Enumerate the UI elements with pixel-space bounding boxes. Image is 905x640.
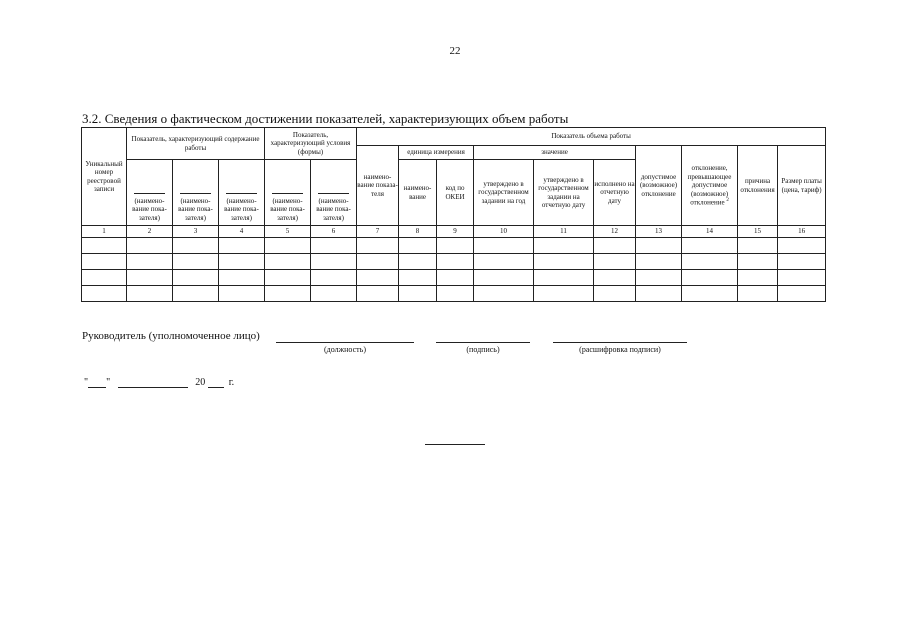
close-quote: " [106, 377, 111, 388]
page-number: 22 [449, 45, 461, 57]
table-cell [594, 238, 636, 254]
table-cell [399, 286, 437, 302]
year-suffix: г. [228, 377, 235, 388]
table-cell [682, 270, 738, 286]
table-cell [219, 270, 265, 286]
header-okei-code: код по ОКЕИ [437, 160, 474, 226]
table-cell [173, 238, 219, 254]
sign-line [436, 342, 530, 343]
table-cell [778, 238, 826, 254]
table-cell [173, 286, 219, 302]
date-line [84, 377, 234, 388]
signature-label: Руководитель (уполномоченное лицо) [82, 330, 260, 342]
table-cell [437, 238, 474, 254]
col-num-14: 14 [682, 226, 738, 238]
table-cell [265, 238, 311, 254]
empty-rows [82, 238, 826, 302]
sub-name-label: (наимено-вание пока-зателя) [224, 196, 259, 222]
underline [180, 193, 212, 194]
sub-name-label: (наимено-вание пока-зателя) [316, 196, 351, 222]
header-approved-date: утверждено в государственном задании на отчетную дату [534, 160, 594, 226]
table-cell [738, 254, 778, 270]
table-cell [82, 270, 127, 286]
table-cell [357, 254, 399, 270]
table-cell [311, 286, 357, 302]
table-cell [474, 238, 534, 254]
table-cell [265, 270, 311, 286]
header-approved-year: утверждено в государственном задании на год [474, 160, 534, 226]
header-content-indicator: Показатель, характеризующий содержание работы [127, 128, 265, 160]
table-cell [534, 270, 594, 286]
table-cell [311, 254, 357, 270]
table-cell [219, 238, 265, 254]
day-blank [88, 377, 106, 388]
table-cell [594, 270, 636, 286]
footnote-mark: 2 [726, 197, 729, 203]
table-row [82, 270, 826, 286]
sub-name-label: (наимено-вание пока-зателя) [270, 196, 305, 222]
header-content-sub-1 [127, 160, 173, 226]
table-cell [82, 286, 127, 302]
decode-caption: (расшифровка подписи) [579, 345, 661, 354]
table-cell [265, 254, 311, 270]
table-row [82, 286, 826, 302]
col-num-4: 4 [219, 226, 265, 238]
table-cell [636, 254, 682, 270]
table-cell [738, 238, 778, 254]
header-executed-date: исполнено на отчетную дату [594, 160, 636, 226]
header-volume-indicator: Показатель объема работы [357, 128, 826, 146]
header-content-sub-2 [173, 160, 219, 226]
open-quote: " [84, 377, 89, 388]
table-cell [778, 254, 826, 270]
table-cell [474, 286, 534, 302]
table-cell [127, 270, 173, 286]
header-condition-indicator: Показатель, характеризующий условия (формы) [265, 128, 357, 160]
table-cell [219, 254, 265, 270]
table-cell [594, 254, 636, 270]
section-title: 3.2. Сведения о фактическом достижении показателей, характеризующих объем работы [82, 111, 569, 126]
table-cell [534, 286, 594, 302]
col-num-7: 7 [357, 226, 399, 238]
header-unit-name: наимено-вание [399, 160, 437, 226]
table-cell [311, 270, 357, 286]
underline [272, 193, 304, 194]
col-num-6: 6 [311, 226, 357, 238]
table-cell [534, 238, 594, 254]
col-num-2: 2 [127, 226, 173, 238]
header-unit: единица измерения [399, 146, 474, 160]
underline [134, 193, 166, 194]
table-cell [265, 286, 311, 302]
col-num-12: 12 [594, 226, 636, 238]
table-cell [127, 286, 173, 302]
table-cell [399, 238, 437, 254]
table-row [82, 254, 826, 270]
table-cell [437, 270, 474, 286]
col-num-3: 3 [173, 226, 219, 238]
table-cell [636, 286, 682, 302]
header-value: значение [474, 146, 636, 160]
table-cell [682, 286, 738, 302]
underline [318, 193, 350, 194]
table-cell [173, 254, 219, 270]
header-unique-number: Уникальный номер реестровой записи [82, 128, 127, 226]
table-cell [594, 286, 636, 302]
table-cell [437, 286, 474, 302]
table-cell [399, 254, 437, 270]
table-cell [738, 270, 778, 286]
month-blank [118, 377, 188, 388]
position-caption: (должность) [324, 345, 366, 354]
table-cell [173, 270, 219, 286]
decode-line [553, 342, 687, 343]
year-prefix: 20 [195, 377, 206, 388]
sign-caption: (подпись) [466, 345, 500, 354]
col-num-15: 15 [738, 226, 778, 238]
table-cell [682, 254, 738, 270]
table-cell [738, 286, 778, 302]
table-cell [636, 270, 682, 286]
sub-name-label: (наимено-вание пока-зателя) [178, 196, 213, 222]
table-cell [474, 254, 534, 270]
table-cell [82, 254, 127, 270]
year-blank [208, 377, 224, 388]
header-condition-sub-2 [311, 160, 357, 226]
table-cell [357, 238, 399, 254]
table-cell [82, 238, 127, 254]
col-num-9: 9 [437, 226, 474, 238]
table-cell [778, 286, 826, 302]
col-num-5: 5 [265, 226, 311, 238]
col-num-11: 11 [534, 226, 594, 238]
work-volume-table [81, 127, 826, 302]
table-row [82, 238, 826, 254]
col-num-16: 16 [778, 226, 826, 238]
header-fee: Размер платы (цена, тариф) [778, 146, 826, 226]
table-cell [219, 286, 265, 302]
position-line [276, 342, 414, 343]
table-cell [437, 254, 474, 270]
header-exceeding-deviation [682, 146, 738, 226]
col-num-10: 10 [474, 226, 534, 238]
col-num-1: 1 [82, 226, 127, 238]
exceeding-deviation-text: отклонение, превышающее допустимое (возможное) отклонение [687, 164, 732, 207]
column-number-row [82, 226, 826, 238]
sub-name-label: (наимено-вание пока-зателя) [132, 196, 167, 222]
col-num-13: 13 [636, 226, 682, 238]
table-cell [357, 286, 399, 302]
table-cell [357, 270, 399, 286]
header-content-sub-3 [219, 160, 265, 226]
header-deviation-reason: причина отклонения [738, 146, 778, 226]
table-cell [127, 238, 173, 254]
table-cell [778, 270, 826, 286]
underline [226, 193, 258, 194]
table-cell [311, 238, 357, 254]
header-indicator-name: наимено-вание показа-теля [357, 146, 399, 226]
header-allowed-deviation: допустимое (возможное) отклонение [636, 146, 682, 226]
header-condition-sub-1 [265, 160, 311, 226]
table-cell [474, 270, 534, 286]
footnote-rule [425, 444, 485, 445]
table-cell [399, 270, 437, 286]
table-cell [636, 238, 682, 254]
table-cell [682, 238, 738, 254]
col-num-8: 8 [399, 226, 437, 238]
table-cell [127, 254, 173, 270]
table-cell [534, 254, 594, 270]
